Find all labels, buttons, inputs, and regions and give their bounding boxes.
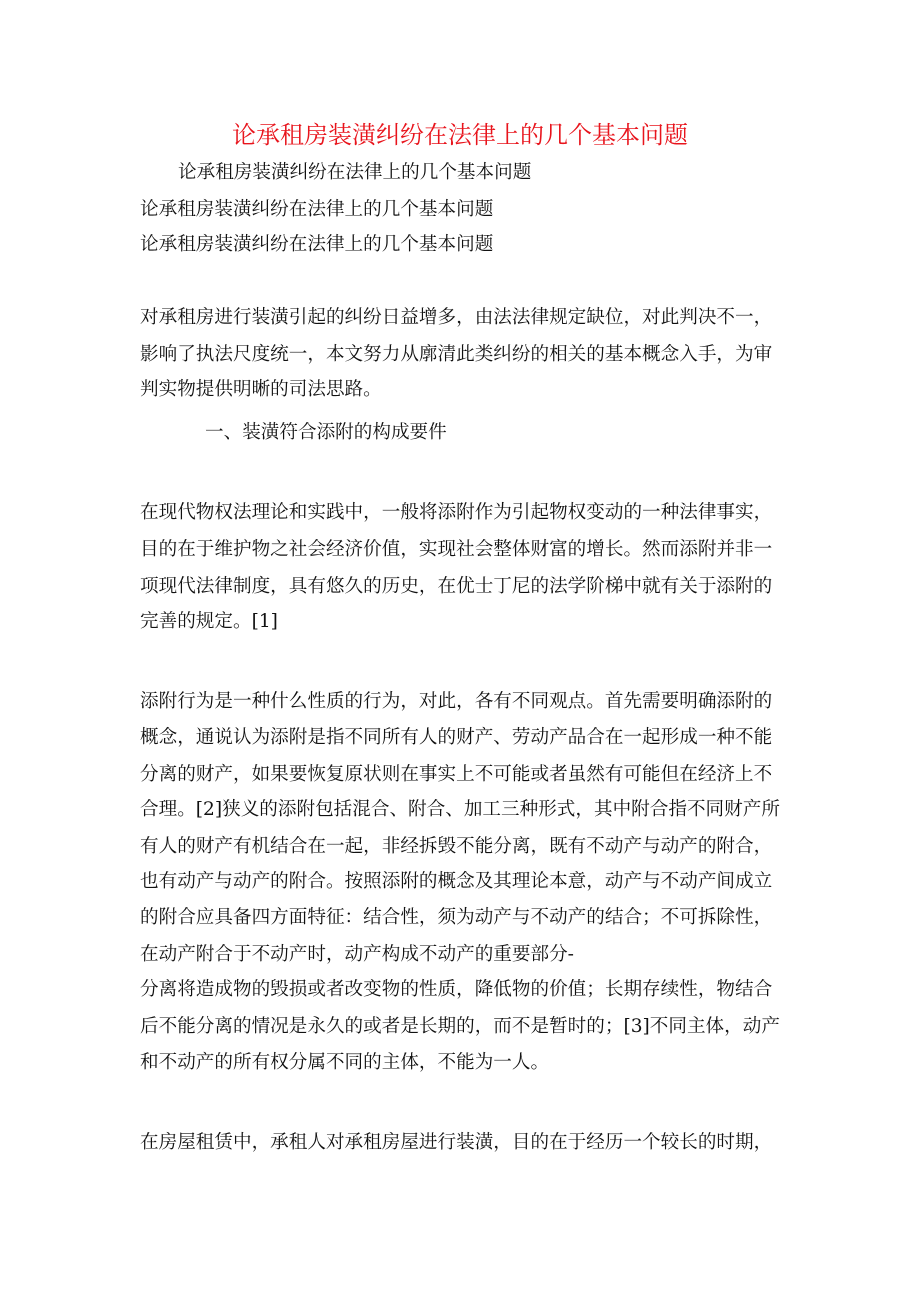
paragraph-line: 完善的规定。[1] (140, 611, 278, 632)
paragraph-line: 有人的财产有机结合在一起，非经拆毁不能分离，既有不动产与动产的附合， (140, 836, 773, 857)
section-heading: 一、装潢符合添附的构成要件 (205, 422, 447, 443)
document-title: 论承租房装潢纠纷在法律上的几个基本问题 (232, 121, 688, 149)
paragraph-line: 项现代法律制度，具有悠久的历史，在优士丁尼的法学阶梯中就有关于添附的 (140, 576, 773, 597)
paragraph-line: 概念，通说认为添附是指不同所有人的财产、劳动产品合在一起形成一种不能 (140, 727, 773, 748)
paragraph-line: 在房屋租赁中，承租人对承租房屋进行装潢，目的在于经历一个较长的时期， (140, 1132, 773, 1153)
paragraph-line: 也有动产与动产的附合。按照添附的概念及其理论本意，动产与不动产间成立 (140, 871, 773, 892)
intro-line: 影响了执法尺度统一，本文努力从廓清此类纠纷的相关的基本概念入手，为审 (140, 344, 773, 365)
paragraph-line: 和不动产的所有权分属不同的主体，不能为一人。 (140, 1052, 550, 1073)
paragraph-line: 添附行为是一种什么性质的行为，对此，各有不同观点。首先需要明确添附的 (140, 691, 773, 712)
paragraph-line: 合理。[2]狭义的添附包括混合、附合、加工三种形式，其中附合指不同财产所 (140, 799, 780, 820)
paragraph-line: 在动产附合于不动产时，动产构成不动产的重要部分- (140, 944, 574, 965)
intro-line: 判实物提供明晰的司法思路。 (140, 379, 382, 400)
paragraph-line: 分离的财产，如果要恢复原状则在事实上不可能或者虽然有可能但在经济上不 (140, 764, 773, 785)
paragraph-line: 分离将造成物的毁损或者改变物的性质，降低物的价值；长期存续性，物结合 (140, 979, 773, 1000)
paragraph-line: 后不能分离的情况是永久的或者是长期的，而不是暂时的；[3]不同主体，动产 (140, 1016, 780, 1037)
paragraph-line: 目的在于维护物之社会经济价值，实现社会整体财富的增长。然而添附并非一 (140, 539, 773, 560)
subtitle-line: 论承租房装潢纠纷在法律上的几个基本问题 (140, 199, 494, 220)
subtitle-line: 论承租房装潢纠纷在法律上的几个基本问题 (140, 234, 494, 255)
subtitle-line: 论承租房装潢纠纷在法律上的几个基本问题 (178, 162, 532, 183)
intro-line: 对承租房进行装潢引起的纠纷日益增多，由法法律规定缺位，对此判决不一， (140, 307, 773, 328)
paragraph-line: 的附合应具备四方面特征：结合性，须为动产与不动产的结合；不可拆除性， (140, 907, 773, 928)
paragraph-line: 在现代物权法理论和实践中，一般将添附作为引起物权变动的一种法律事实， (140, 502, 773, 523)
